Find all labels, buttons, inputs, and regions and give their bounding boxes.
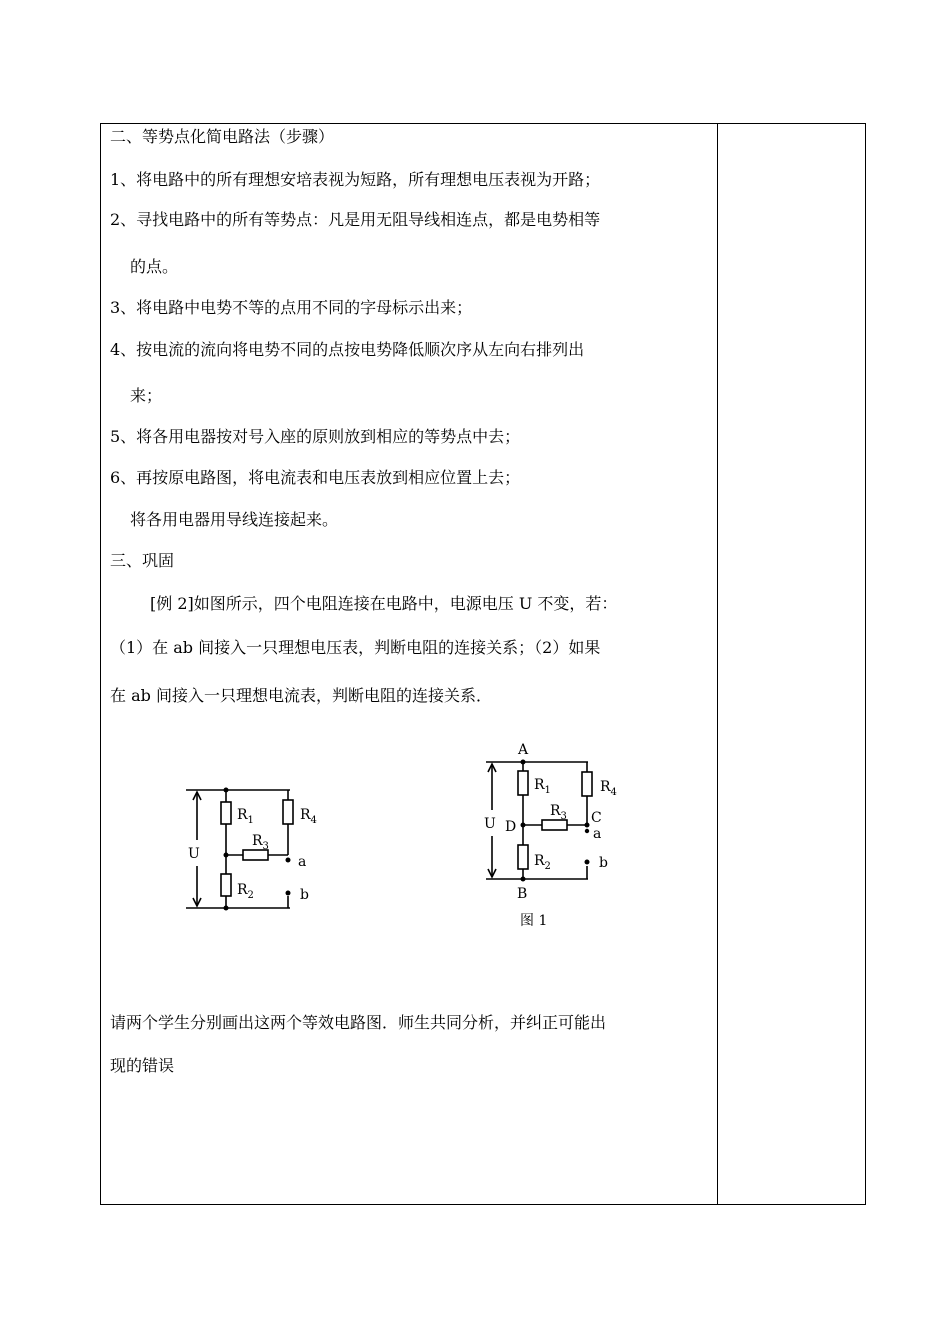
example-line-1: [例 2]如图所示，四个电阻连接在电路中，电源电压 U 不变，若： xyxy=(150,594,618,613)
label-u: U xyxy=(188,846,200,862)
closing-line-2: 现的错误 xyxy=(110,1056,175,1075)
step-4-cont: 来； xyxy=(130,386,163,405)
resistor-r1 xyxy=(518,771,528,795)
section2-heading: 二、等势点化简电路法（步骤） xyxy=(110,127,335,146)
circuit-diagram-left xyxy=(170,775,340,920)
resistor-r4 xyxy=(582,772,592,796)
resistor-r2 xyxy=(518,845,528,869)
label-b: b xyxy=(599,855,608,871)
step-3: 3、将电路中电势不等的点用不同的字母标示出来； xyxy=(110,298,473,317)
resistor-r2 xyxy=(221,874,231,896)
label-a: a xyxy=(593,826,602,842)
figure-caption: 图 1 xyxy=(520,913,548,929)
terminal-a-dot xyxy=(585,829,589,833)
step-6-cont: 将各用电器用导线连接起来。 xyxy=(130,510,339,529)
circuit-diagram-right xyxy=(475,738,635,933)
label-r3: $R_3$ xyxy=(252,833,269,852)
table-frame xyxy=(100,123,866,1205)
step-1: 1、将电路中的所有理想安培表视为短路，所有理想电压表视为开路； xyxy=(110,170,601,189)
column-divider xyxy=(717,123,718,1205)
label-b-node: B xyxy=(517,886,528,902)
label-r4: $R_4$ xyxy=(600,779,617,798)
closing-line-1: 请两个学生分别画出这两个等效电路图．师生共同分析，并纠正可能出 xyxy=(110,1013,607,1032)
terminal-b-dot xyxy=(585,860,590,865)
label-a: a xyxy=(298,854,307,870)
label-r2: $R_2$ xyxy=(534,853,551,872)
label-a-node: A xyxy=(518,742,529,758)
label-r3: $R_3$ xyxy=(550,803,567,822)
example-line-2: （1）在 ab 间接入一只理想电压表，判断电阻的连接关系；（2）如果 xyxy=(110,638,601,657)
label-c-node: C xyxy=(591,810,602,826)
step-2-cont: 的点。 xyxy=(130,257,179,276)
step-5: 5、将各用电器按对号入座的原则放到相应的等势点中去； xyxy=(110,427,521,446)
resistor-r1 xyxy=(221,802,231,824)
terminal-b-dot xyxy=(286,891,291,896)
section3-heading: 三、巩固 xyxy=(110,551,175,570)
label-r2: $R_2$ xyxy=(237,882,254,901)
label-r4: $R_4$ xyxy=(300,807,317,826)
label-d-node: D xyxy=(505,819,517,835)
step-4: 4、按电流的流向将电势不同的点按电势降低顺次序从左向右排列出 xyxy=(110,340,585,359)
step-2: 2、寻找电路中的所有等势点：凡是用无阻导线相连点，都是电势相等 xyxy=(110,210,601,229)
label-r1: $R_1$ xyxy=(237,807,254,826)
label-u: U xyxy=(484,816,496,832)
label-b: b xyxy=(300,887,309,903)
resistor-r4 xyxy=(283,800,293,824)
terminal-a-dot xyxy=(286,858,291,863)
step-6: 6、再按原电路图，将电流表和电压表放到相应位置上去； xyxy=(110,468,521,487)
label-r1: $R_1$ xyxy=(534,777,551,796)
example-line-3: 在 ab 间接入一只理想电流表，判断电阻的连接关系． xyxy=(110,686,492,705)
